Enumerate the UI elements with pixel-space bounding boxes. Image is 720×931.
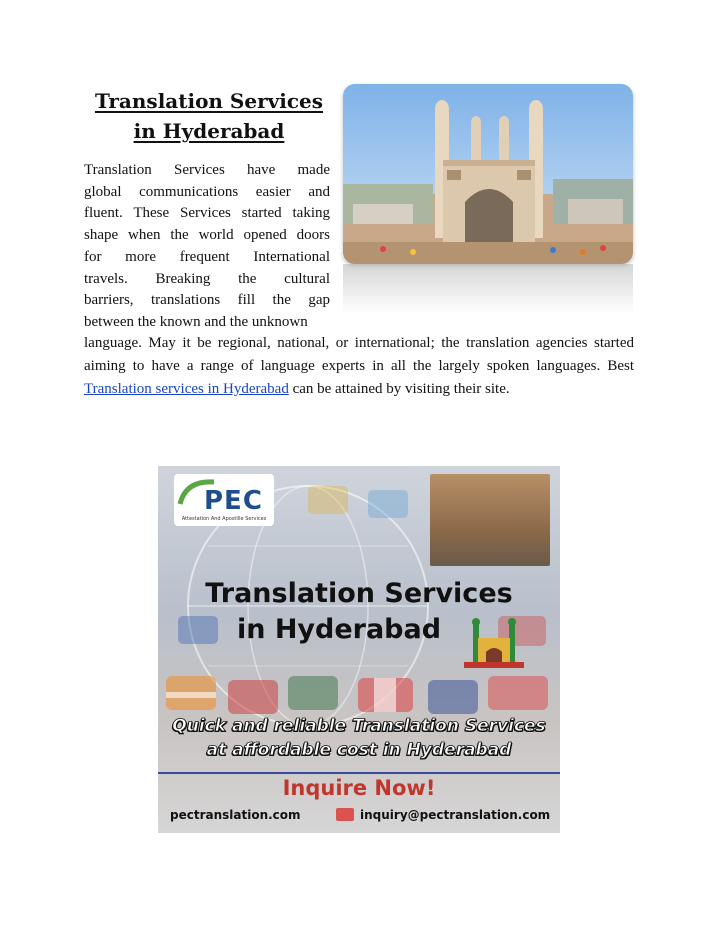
banner-tagline <box>158 714 560 762</box>
body-text-end: can be attained by visiting their site. <box>288 381 510 397</box>
banner-headline <box>158 576 560 648</box>
promo-banner <box>158 466 560 833</box>
intro-line: Translation Services have made <box>84 162 330 178</box>
logo-subtitle: Attestation And Apostille Services <box>181 516 267 522</box>
title-line-2: in Hyderabad <box>133 119 285 143</box>
intro-line: global communications easier and <box>84 183 330 200</box>
banner-headline-line-1: Translation Services <box>205 578 513 609</box>
intro-line: barriers, translations fill the gap <box>84 292 330 309</box>
photo-reflection <box>343 264 633 314</box>
body-text-start: language. May it be regional, national, or international; the translation agencies started aiming to have a range of language experts in all the largely spoken languages. Best <box>84 335 634 374</box>
inquire-now-label: Inquire Now! <box>282 776 436 800</box>
intro-line: fluent. These Services started taking <box>84 205 330 222</box>
banner-email: inquiry@pectranslation.com <box>360 808 551 822</box>
page-title <box>84 86 334 146</box>
hyderabad-building-photo <box>430 474 550 566</box>
banner-headline-line-2: in Hyderabad <box>236 614 442 645</box>
translation-services-link[interactable]: Translation services in Hyderabad <box>84 381 289 397</box>
title-line-1: Translation Services <box>94 89 324 113</box>
mail-icon <box>336 808 354 821</box>
banner-website: pectranslation.com <box>170 808 301 822</box>
banner-divider <box>158 772 560 774</box>
intro-line: travels. Breaking the cultural <box>84 270 330 287</box>
banner-tagline-line-2: at affordable cost in Hyderabad <box>206 740 512 760</box>
body-paragraph <box>84 332 634 401</box>
intro-line: between the known and the unknown <box>84 313 308 330</box>
intro-line: for more frequent International <box>84 248 330 265</box>
logo-text: PEC <box>204 486 263 516</box>
charminar-photo <box>343 84 633 264</box>
intro-line: shape when the world opened doors <box>84 227 330 244</box>
banner-tagline-line-1: Quick and reliable Translation Services <box>172 716 546 736</box>
intro-paragraph <box>84 160 330 334</box>
pec-logo <box>174 474 274 526</box>
charminar-illustration <box>343 84 633 264</box>
